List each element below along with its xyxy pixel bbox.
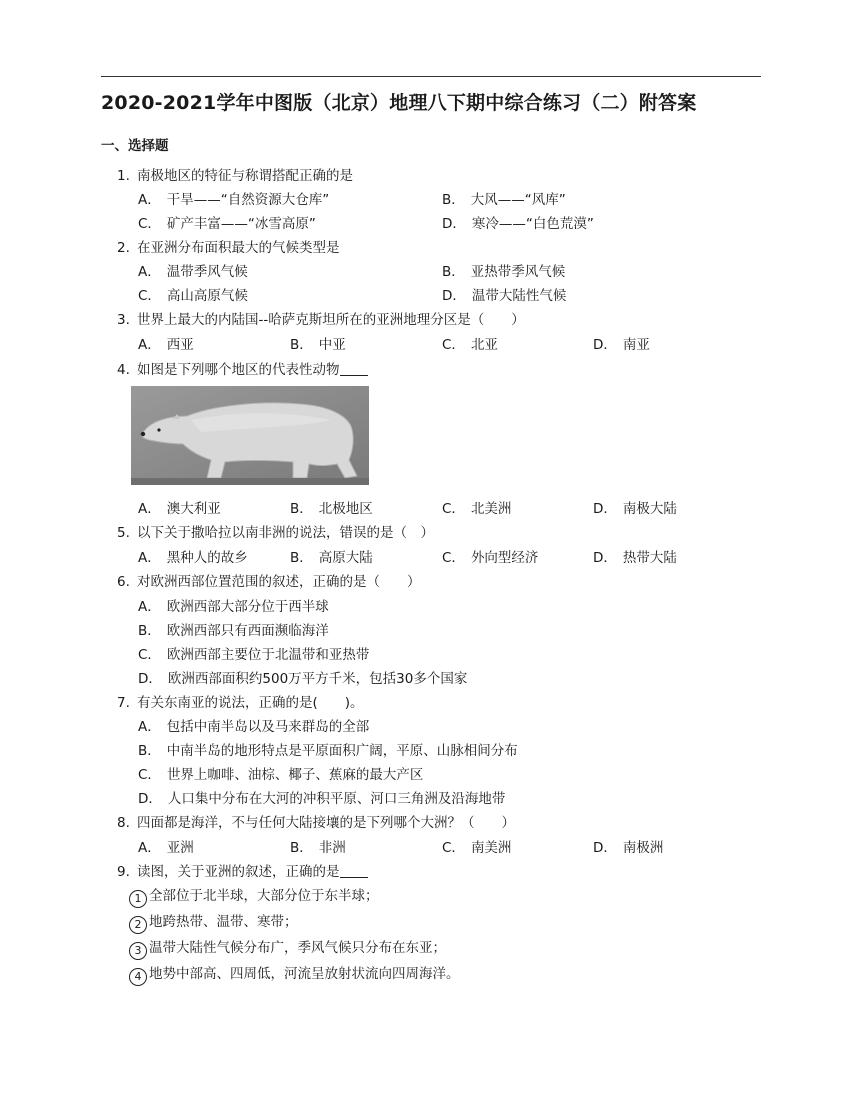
- circled-number: 2: [129, 916, 147, 934]
- q2-option-b[interactable]: B． 亚热带季风气候: [442, 264, 566, 280]
- question-1: 1. 南极地区的特征与称谓搭配正确的是: [117, 168, 353, 184]
- top-rule: [101, 76, 761, 77]
- q5-option-b[interactable]: B． 高原大陆: [290, 550, 373, 566]
- answer-blank: [340, 363, 368, 376]
- q9-statement-3: 3 温带大陆性气候分布广，季风气候只分布在东亚；: [129, 936, 446, 960]
- q9-statement-1: 1 全部位于北半球，大部分位于东半球；: [129, 884, 379, 908]
- circled-number: 3: [129, 942, 147, 960]
- q4-option-a[interactable]: A． 澳大利亚: [138, 501, 221, 517]
- q5-option-c[interactable]: C． 外向型经济: [442, 550, 539, 566]
- q1-option-d[interactable]: D． 寒冷——“白色荒漠”: [442, 216, 594, 232]
- q1-option-c[interactable]: C． 矿产丰富——“冰雪高原”: [138, 216, 316, 232]
- q7-option-b[interactable]: B． 中南半岛的地形特点是平原面积广阔，平原、山脉相间分布: [138, 743, 518, 759]
- q9-statement-4: 4 地势中部高、四周低，河流呈放射状流向四周海洋。: [129, 962, 460, 986]
- q4-option-d[interactable]: D． 南极大陆: [593, 501, 677, 517]
- question-2: 2. 在亚洲分布面积最大的气候类型是: [117, 240, 340, 256]
- q4-option-b[interactable]: B． 北极地区: [290, 501, 373, 517]
- q3-option-c[interactable]: C． 北亚: [442, 337, 498, 353]
- q3-option-d[interactable]: D． 南亚: [593, 337, 650, 353]
- q3-option-b[interactable]: B． 中亚: [290, 337, 346, 353]
- q2-option-a[interactable]: A． 温带季风气候: [138, 264, 248, 280]
- q2-option-c[interactable]: C． 高山高原气候: [138, 288, 248, 304]
- question-9: 9. 读图，关于亚洲的叙述，正确的是: [117, 860, 368, 880]
- polar-bear-image: [131, 386, 369, 485]
- q6-option-b[interactable]: B． 欧洲西部只有西面濒临海洋: [138, 623, 329, 639]
- q7-option-d[interactable]: D． 人口集中分布在大河的冲积平原、河口三角洲及沿海地带: [138, 791, 506, 807]
- q1-option-a[interactable]: A． 干旱——“自然资源大仓库”: [138, 192, 330, 208]
- q6-option-d[interactable]: D． 欧洲西部面积约500万平方千米，包括30多个国家: [138, 671, 468, 687]
- q5-option-d[interactable]: D． 热带大陆: [593, 550, 677, 566]
- question-5: 5. 以下关于撒哈拉以南非洲的说法，错误的是（ ）: [117, 525, 434, 541]
- q7-option-a[interactable]: A． 包括中南半岛以及马来群岛的全部: [138, 719, 370, 735]
- answer-blank: [340, 865, 368, 878]
- q1-option-b[interactable]: B． 大风——“风库”: [442, 192, 566, 208]
- question-8: 8. 四面都是海洋，不与任何大陆接壤的是下列哪个大洲？（ ）: [117, 815, 515, 831]
- q7-option-c[interactable]: C． 世界上咖啡、油棕、椰子、蕉麻的最大产区: [138, 767, 424, 783]
- question-7: 7. 有关东南亚的说法，正确的是( )。: [117, 695, 364, 711]
- q8-option-b[interactable]: B． 非洲: [290, 840, 346, 856]
- circled-number: 1: [129, 890, 147, 908]
- q4-option-c[interactable]: C． 北美洲: [442, 501, 512, 517]
- q9-statement-2: 2 地跨热带、温带、寒带；: [129, 910, 298, 934]
- question-6: 6. 对欧洲西部位置范围的叙述，正确的是（ ）: [117, 574, 421, 590]
- question-3: 3. 世界上最大的内陆国--哈萨克斯坦所在的亚洲地理分区是（ ）: [117, 312, 525, 328]
- q8-option-a[interactable]: A． 亚洲: [138, 840, 194, 856]
- q3-option-a[interactable]: A． 西亚: [138, 337, 194, 353]
- section-heading: 一、选择题: [101, 138, 169, 154]
- q5-option-a[interactable]: A． 黑种人的故乡: [138, 550, 248, 566]
- q6-option-c[interactable]: C． 欧洲西部主要位于北温带和亚热带: [138, 647, 370, 663]
- page-title: 2020-2021学年中图版（北京）地理八下期中综合练习（二）附答案: [101, 92, 697, 114]
- circled-number: 4: [129, 968, 147, 986]
- q6-option-a[interactable]: A． 欧洲西部大部分位于西半球: [138, 599, 329, 615]
- q2-option-d[interactable]: D． 温带大陆性气候: [442, 288, 567, 304]
- q8-option-d[interactable]: D． 南极洲: [593, 840, 664, 856]
- question-4: 4. 如图是下列哪个地区的代表性动物: [117, 358, 368, 378]
- q8-option-c[interactable]: C． 南美洲: [442, 840, 512, 856]
